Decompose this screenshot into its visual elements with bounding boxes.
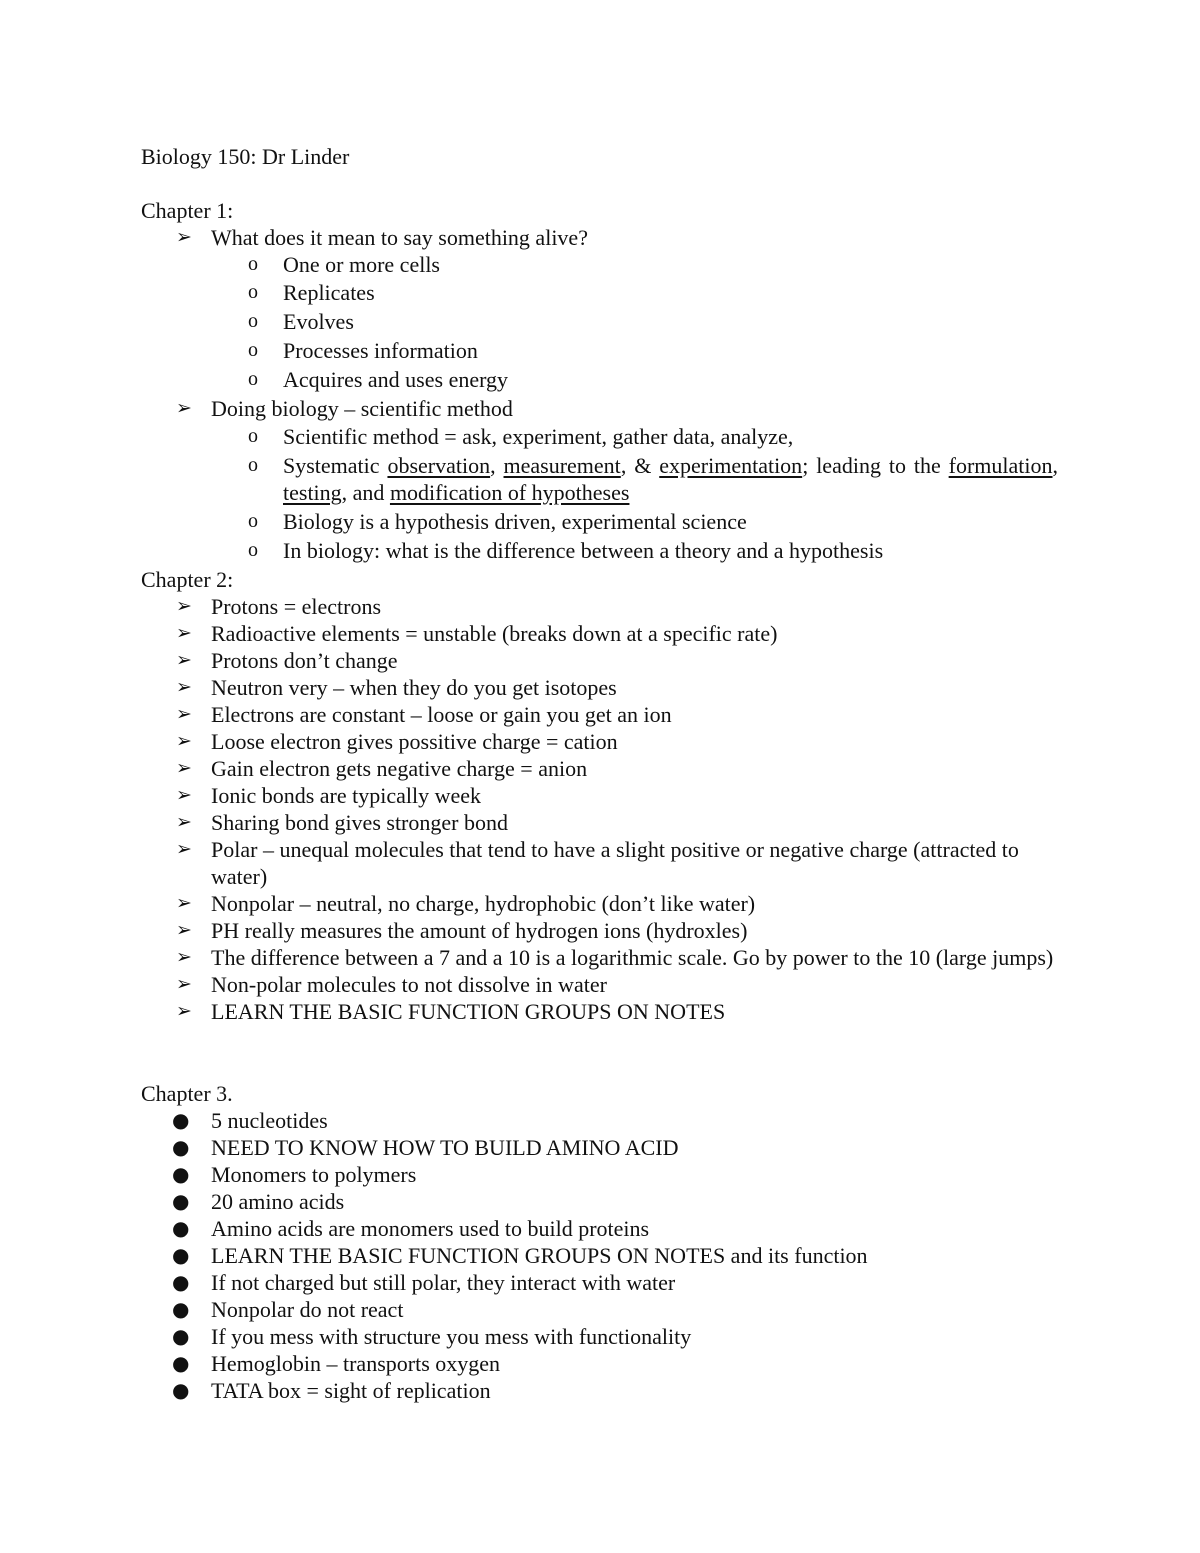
list-item: o Evolves [248, 309, 354, 334]
chapter-3-heading: Chapter 3. [141, 1081, 233, 1106]
arrow-bullet-icon: ➢ [176, 703, 192, 725]
arrow-bullet-icon: ➢ [176, 595, 192, 617]
list-item: ● Nonpolar do not react [172, 1297, 404, 1322]
dot-bullet-icon: ● [172, 1351, 190, 1375]
arrow-bullet-icon: ➢ [176, 1000, 192, 1022]
list-item: ➢ Gain electron gets negative charge = anion [176, 756, 588, 781]
list-item: o Scientific method = ask, experiment, gather data, analyze, [248, 424, 794, 449]
chapter-3-list [0, 1107, 1057, 1404]
list-item: ● LEARN THE BASIC FUNCTION GROUPS ON NOTES and its function [172, 1243, 868, 1268]
list-item: ➢ Neutron very – when they do you get isotopes [176, 675, 617, 700]
circle-bullet-icon: o [248, 368, 258, 390]
list-item: ➢ Sharing bond gives stronger bond [176, 810, 508, 835]
dot-bullet-icon: ● [172, 1297, 190, 1321]
arrow-bullet-icon: ➢ [176, 730, 192, 752]
list-item: ● TATA box = sight of replication [172, 1378, 491, 1403]
circle-bullet-icon: o [248, 310, 258, 332]
list-item: ● 5 nucleotides [172, 1108, 328, 1133]
list-item: ➢ Nonpolar – neutral, no charge, hydrophobic (don’t like water) [176, 891, 756, 916]
arrow-bullet-icon: ➢ [176, 811, 192, 833]
list-item: ➢ Polar – unequal molecules that tend to have a slight positive or negative charge (attracted to water) [176, 837, 1019, 889]
list-item: ➢ Doing biology – scientific method [176, 396, 513, 421]
circle-bullet-icon: o [248, 253, 258, 275]
document-title: Biology 150: Dr Linder [141, 144, 350, 169]
list-item: o One or more cells [248, 252, 440, 277]
list-item: ➢ What does it mean to say something alive? [176, 225, 588, 250]
dot-bullet-icon: ● [172, 1324, 190, 1348]
dot-bullet-icon: ● [172, 1243, 190, 1267]
arrow-bullet-icon: ➢ [176, 397, 192, 419]
list-item: ● Amino acids are monomers used to build proteins [172, 1216, 650, 1241]
list-item: ● If not charged but still polar, they interact with water [172, 1270, 676, 1295]
list-item: ➢ Non-polar molecules to not dissolve in water [176, 972, 607, 997]
list-item: ● If you mess with structure you mess with functionality [172, 1324, 692, 1349]
arrow-bullet-icon: ➢ [176, 784, 192, 806]
dot-bullet-icon: ● [172, 1135, 190, 1159]
list-item: ➢ Loose electron gives possitive charge = cation [176, 729, 618, 754]
list-item: ● 20 amino acids [172, 1189, 345, 1214]
dot-bullet-icon: ● [172, 1270, 190, 1294]
dot-bullet-icon: ● [172, 1216, 190, 1240]
arrow-bullet-icon: ➢ [176, 757, 192, 779]
arrow-bullet-icon: ➢ [176, 622, 192, 644]
systematic-text: Systematic observation, measurement, & experimentation; leading to the formulation, testing, and modification of hypotheses [283, 453, 1059, 505]
chapter-2-heading: Chapter 2: [141, 567, 234, 592]
list-item: o In biology: what is the difference between a theory and a hypothesis [248, 538, 884, 563]
list-item: o Replicates [248, 280, 375, 305]
chapter-2-list [0, 593, 1057, 1025]
arrow-bullet-icon: ➢ [176, 973, 192, 995]
circle-bullet-icon: o [248, 539, 258, 561]
arrow-bullet-icon: ➢ [176, 892, 192, 914]
circle-bullet-icon: o [248, 510, 258, 532]
list-item: ➢ Electrons are constant – loose or gain you get an ion [176, 702, 672, 727]
list-item: ● Hemoglobin – transports oxygen [172, 1351, 501, 1376]
list-item: o Acquires and uses energy [248, 367, 509, 392]
arrow-bullet-icon: ➢ [176, 676, 192, 698]
chapter-1-list [0, 224, 1058, 566]
list-item: o Processes information [248, 338, 478, 363]
list-item: ➢ The difference between a 7 and a 10 is a logarithmic scale. Go by power to the 10 (large jumps) [176, 945, 1054, 970]
arrow-bullet-icon: ➢ [176, 226, 192, 248]
list-item: ➢ Radioactive elements = unstable (breaks down at a specific rate) [176, 621, 778, 646]
list-item: ➢ PH really measures the amount of hydrogen ions (hydroxles) [176, 918, 748, 943]
list-item: ➢ LEARN THE BASIC FUNCTION GROUPS ON NOTES [176, 999, 726, 1024]
circle-bullet-icon: o [248, 281, 258, 303]
arrow-bullet-icon: ➢ [176, 838, 192, 860]
list-item: o Biology is a hypothesis driven, experimental science [248, 509, 747, 534]
dot-bullet-icon: ● [172, 1162, 190, 1186]
circle-bullet-icon: o [248, 454, 258, 476]
dot-bullet-icon: ● [172, 1189, 190, 1213]
list-item: ➢ Ionic bonds are typically week [176, 783, 482, 808]
circle-bullet-icon: o [248, 339, 258, 361]
list-item: ➢ Protons = electrons [176, 594, 382, 619]
list-item: ● NEED TO KNOW HOW TO BUILD AMINO ACID [172, 1135, 679, 1160]
circle-bullet-icon: o [248, 425, 258, 447]
arrow-bullet-icon: ➢ [176, 946, 192, 968]
arrow-bullet-icon: ➢ [176, 919, 192, 941]
dot-bullet-icon: ● [172, 1378, 190, 1402]
chapter-1-heading: Chapter 1: [141, 198, 234, 223]
list-item: ➢ Protons don’t change [176, 648, 398, 673]
list-item: ● Monomers to polymers [172, 1162, 417, 1187]
dot-bullet-icon: ● [172, 1108, 190, 1132]
list-item [0, 452, 1058, 508]
arrow-bullet-icon: ➢ [176, 649, 192, 671]
